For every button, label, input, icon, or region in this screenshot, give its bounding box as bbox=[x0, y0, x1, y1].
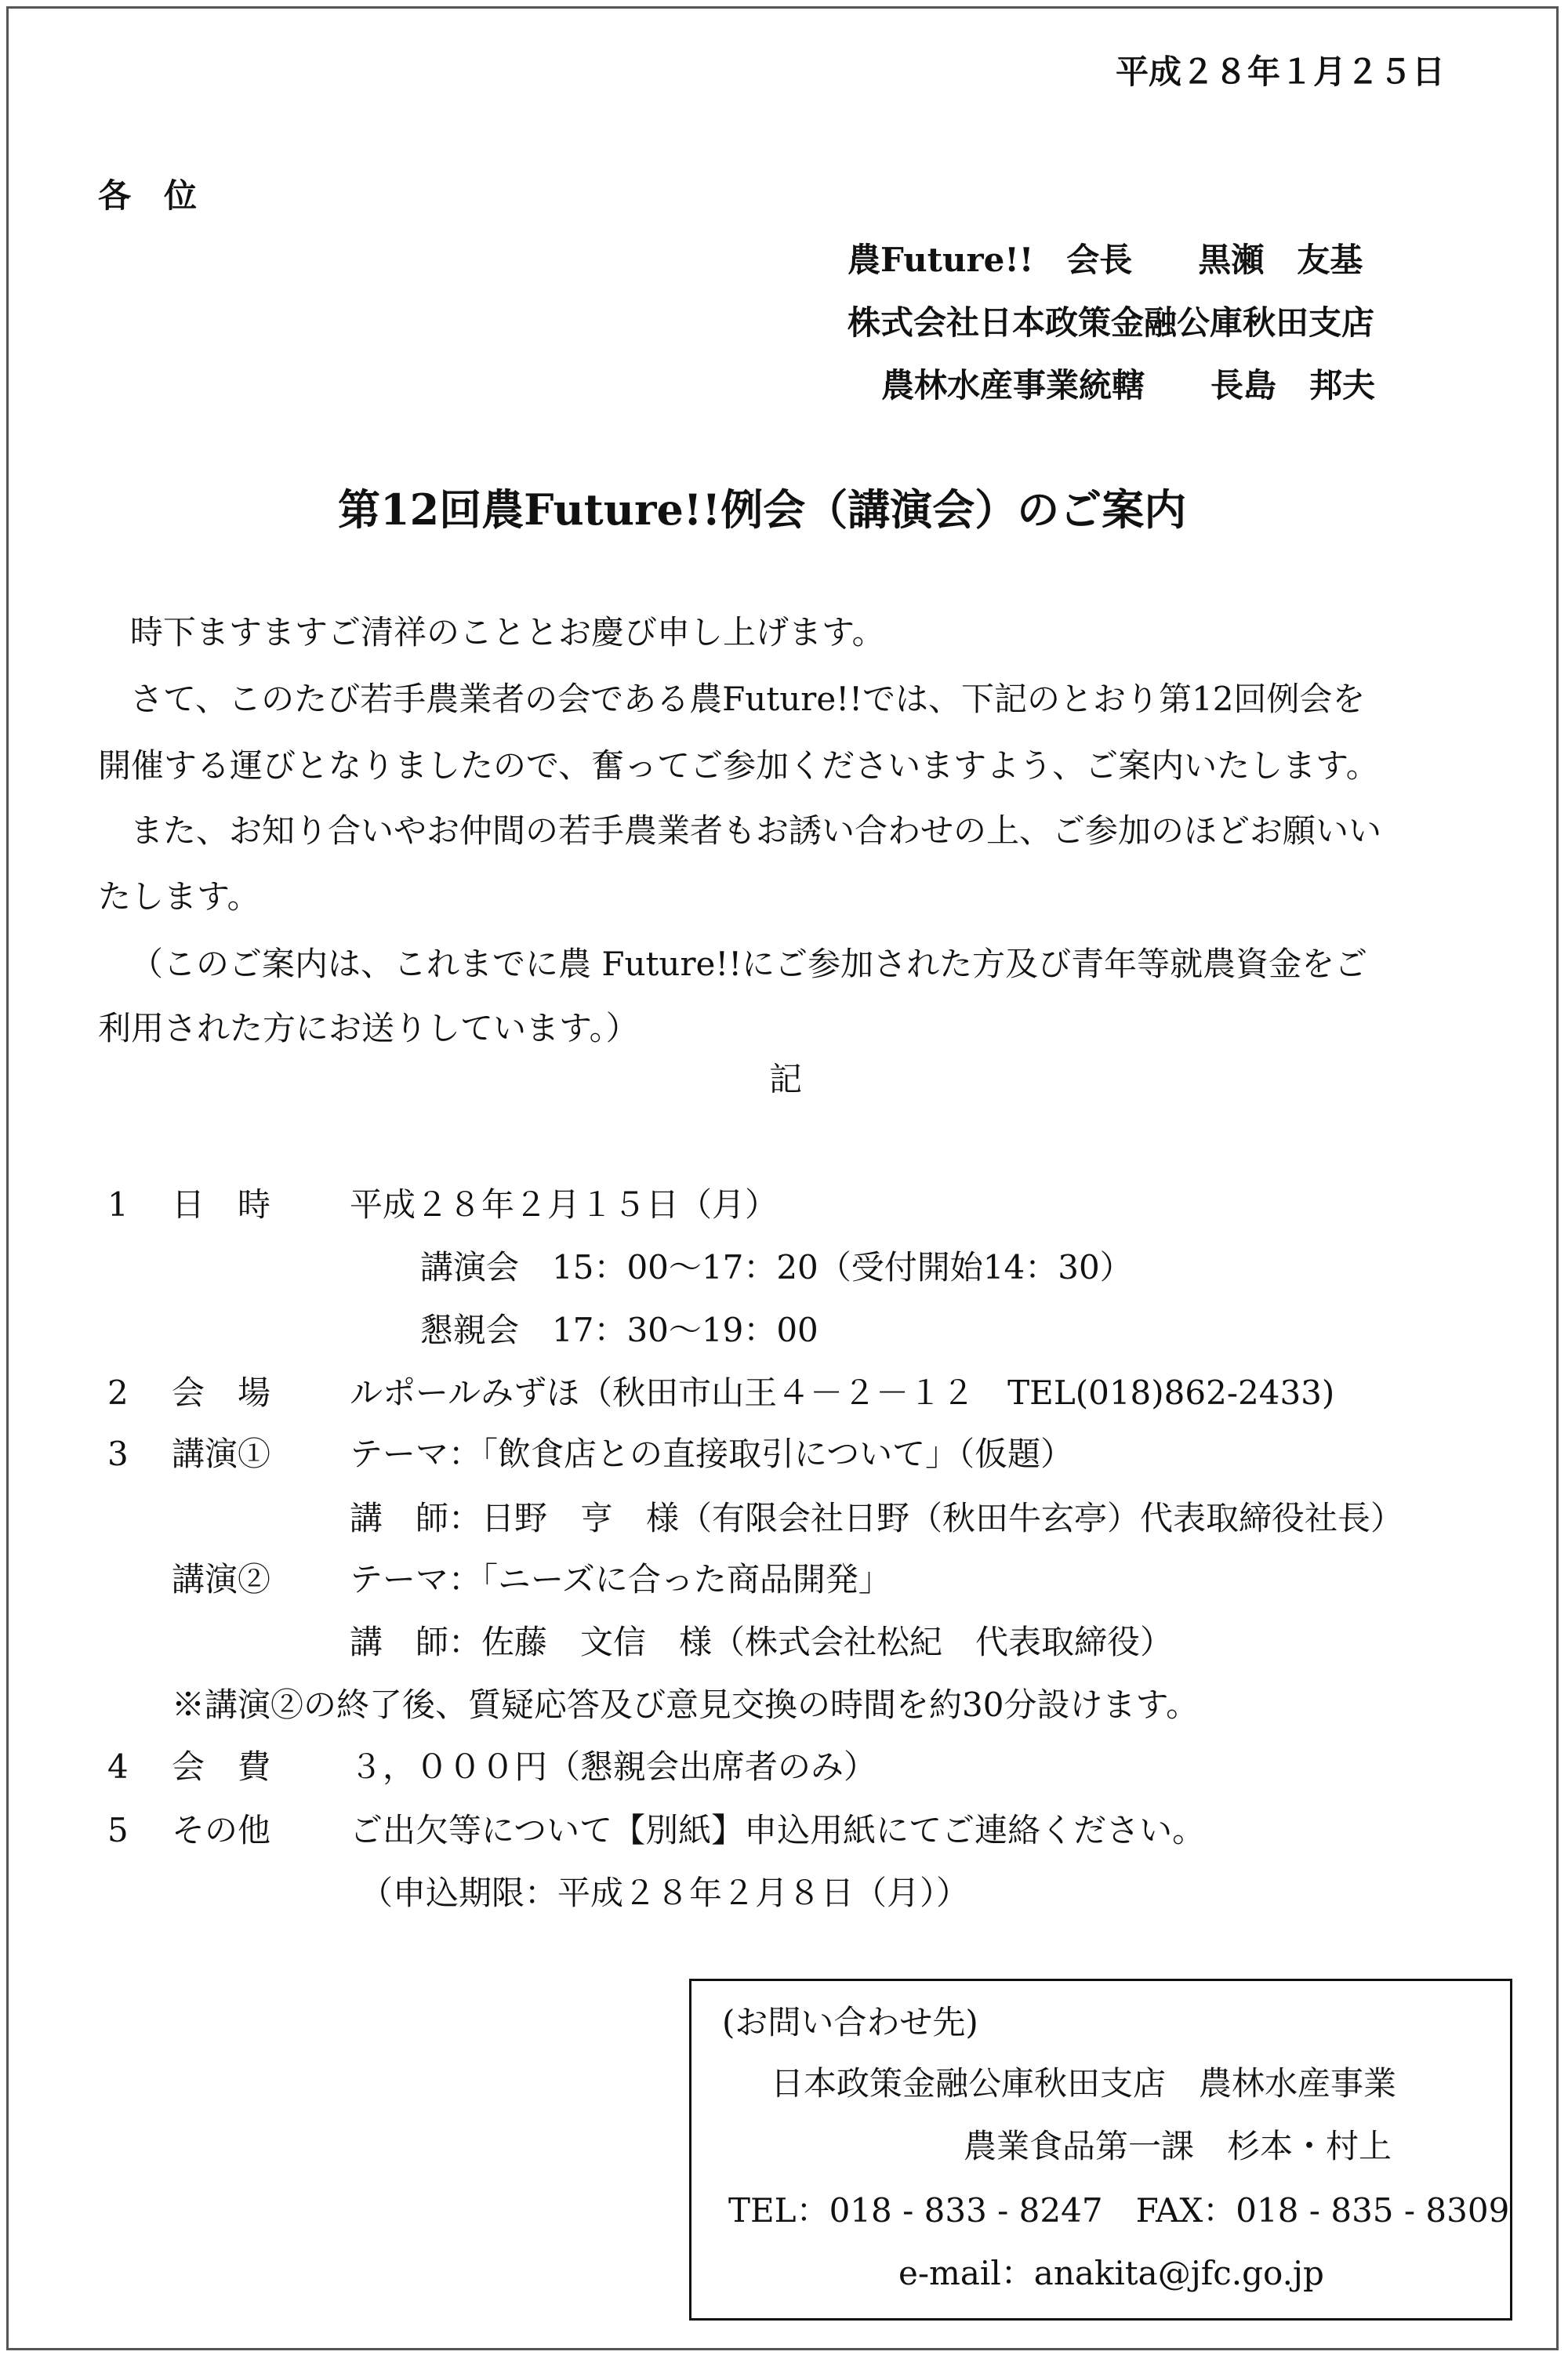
item-value: ３，０００円（懇親会出席者のみ） bbox=[350, 1747, 877, 1786]
body-line: たします。 bbox=[98, 877, 260, 916]
body-line: また、お知り合いやお仲間の若手農業者もお誘い合わせの上、ご参加のほどお願いい bbox=[130, 811, 1382, 850]
body-line: （このご案内は、これまでに農 Future!!にご参加された方及び青年等就農資金をご bbox=[130, 945, 1368, 983]
item-label: 講演② bbox=[172, 1560, 271, 1599]
item-number: 1 bbox=[107, 1185, 129, 1224]
body-line: 開催する運びとなりましたので、奮ってご参加くださいますよう、ご案内いたします。 bbox=[98, 746, 1379, 785]
item-label: その他 bbox=[172, 1811, 271, 1849]
item-value: 講 師：日野 亨 様（有限会社日野（秋田牛玄亭）代表取締役社長） bbox=[350, 1499, 1404, 1537]
sender-line: 農林水産事業統轄 長島 邦夫 bbox=[881, 366, 1376, 405]
contact-email: e-mail：anakita@jfc.go.jp bbox=[898, 2254, 1324, 2292]
item-number: 5 bbox=[107, 1811, 129, 1849]
body-line: 利用された方にお送りしています。） bbox=[98, 1009, 639, 1047]
item-number: 2 bbox=[107, 1374, 129, 1412]
page-title: 第12回農Future!!例会（講演会）のご案内 bbox=[338, 484, 1187, 535]
contact-heading: (お問い合わせ先) bbox=[722, 2003, 978, 2041]
item-value: テーマ：「ニーズに合った商品開発」 bbox=[350, 1560, 891, 1599]
item-value: ルポールみずほ（秋田市山王４－２－１２ TEL(018)862-2433) bbox=[350, 1374, 1335, 1412]
contact-dept: 農業食品第一課 杉本・村上 bbox=[964, 2127, 1392, 2165]
sender-line: 株式会社日本政策金融公庫秋田支店 bbox=[848, 303, 1375, 342]
body-line: さて、このたび若手農業者の会である農Future!!では、下記のとおり第12回例会を bbox=[130, 680, 1366, 718]
document-page bbox=[6, 6, 1559, 2350]
item-value: 講 師：佐藤 文信 様（株式会社松紀 代表取締役） bbox=[350, 1623, 1174, 1661]
issue-date: 平成２８年１月２５日 bbox=[1116, 53, 1446, 91]
item-value: （申込期限：平成２８年２月８日（月）） bbox=[360, 1874, 970, 1912]
recipient: 各 位 bbox=[98, 176, 198, 215]
item-value: テーマ：「飲食店との直接取引について」（仮題） bbox=[350, 1435, 1074, 1473]
item-label: 会 場 bbox=[172, 1374, 271, 1412]
item-note: ※講演②の終了後、質疑応答及び意見交換の時間を約30分設けます。 bbox=[172, 1686, 1200, 1724]
item-label: 講演① bbox=[172, 1435, 271, 1473]
body-line: 時下ますますご清祥のこととお慶び申し上げます。 bbox=[130, 613, 885, 651]
contact-org: 日本政策金融公庫秋田支店 農林水産事業 bbox=[771, 2064, 1397, 2103]
item-value: 平成２８年２月１５日（月） bbox=[350, 1185, 779, 1224]
item-label: 日 時 bbox=[172, 1185, 271, 1224]
item-value: ご出欠等について【別紙】申込用紙にてご連絡ください。 bbox=[350, 1811, 1206, 1849]
item-value: 懇親会 17：30～19：00 bbox=[420, 1311, 818, 1349]
contact-phone: TEL：018 - 833 - 8247 FAX：018 - 835 - 8309 bbox=[728, 2191, 1510, 2230]
item-number: 3 bbox=[107, 1435, 129, 1473]
item-value: 講演会 15：00～17：20（受付開始14：30） bbox=[420, 1248, 1133, 1286]
item-number: 4 bbox=[107, 1747, 129, 1786]
ki-heading: 記 bbox=[769, 1060, 803, 1098]
sender-line: 農Future!! 会長 黒瀬 友基 bbox=[848, 241, 1363, 279]
item-label: 会 費 bbox=[172, 1747, 271, 1786]
